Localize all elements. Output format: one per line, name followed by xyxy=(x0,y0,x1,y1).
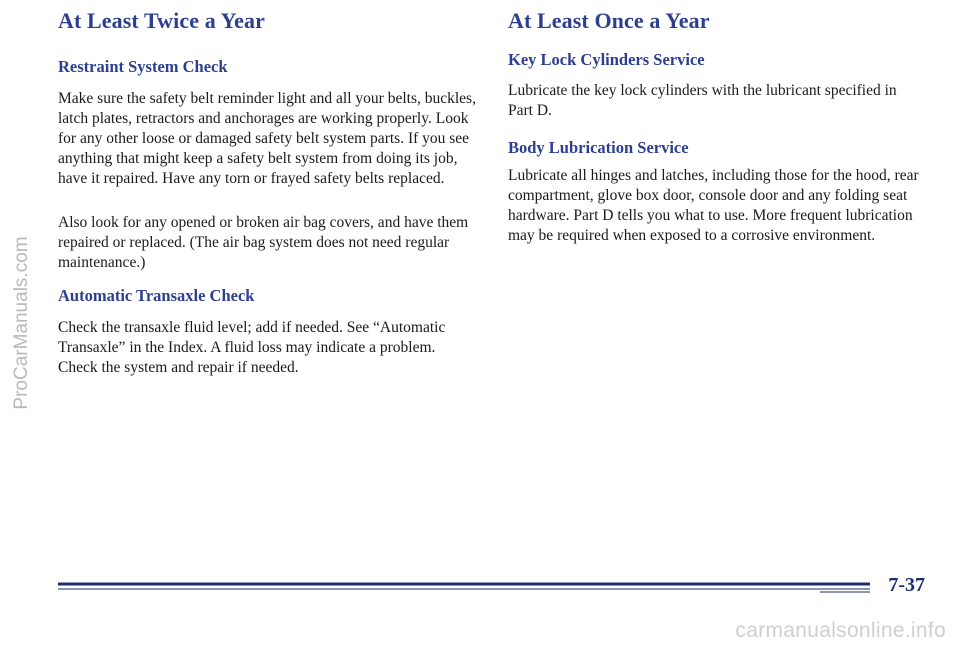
body-lubrication-heading: Body Lubrication Service xyxy=(508,138,689,157)
automatic-transaxle-check-section xyxy=(58,286,473,306)
key-lock-paragraph-block xyxy=(508,81,900,121)
key-lock-paragraph: Lubricate the key lock cylinders with the lubricant specified in Part D. xyxy=(508,82,897,119)
side-watermark xyxy=(0,0,32,647)
body-lubrication-paragraph-block xyxy=(508,166,924,246)
key-lock-cylinders-heading: Key Lock Cylinders Service xyxy=(508,50,705,69)
key-lock-cylinders-section xyxy=(508,50,928,70)
restraint-paragraph-1: Make sure the safety belt reminder light and all your belts, buckles, latch plates, retractors and anchorages are working properly. Look for any other loose or damaged safety belt system parts. If you see anything that might keep a safety belt system from doing its job, have it repaired. Have any torn or frayed safety belts replaced. xyxy=(58,90,476,187)
footer-watermark: carmanualsonline.info xyxy=(735,619,946,642)
transaxle-paragraph-block xyxy=(58,318,456,378)
restraint-paragraph-2-block xyxy=(58,213,470,273)
body-lubrication-paragraph: Lubricate all hinges and latches, including those for the hood, rear compartment, glove box door, console door and any folding seat hardware. Part D tells you what to use. More frequent lubrication may be required when exposed to a corrosive environment. xyxy=(508,167,919,244)
body-lubrication-section xyxy=(508,138,928,158)
right-title: At Least Once a Year xyxy=(508,8,710,33)
restraint-paragraph-1-block xyxy=(58,89,476,189)
restraint-paragraph-2: Also look for any opened or broken air bag covers, and have them repaired or replaced. (The air bag system does not need regular maintenance.) xyxy=(58,214,469,271)
page-number: 7-37 xyxy=(888,574,925,596)
side-watermark-text: ProCarManuals.com xyxy=(11,236,32,410)
restraint-system-check-heading: Restraint System Check xyxy=(58,57,228,76)
automatic-transaxle-check-heading: Automatic Transaxle Check xyxy=(58,286,255,305)
transaxle-paragraph: Check the transaxle fluid level; add if needed. See “Automatic Transaxle” in the Index. A fluid loss may indicate a problem. Check the system and repair if needed. xyxy=(58,319,446,376)
restraint-system-check-section xyxy=(58,57,473,77)
left-title: At Least Twice a Year xyxy=(58,8,265,33)
